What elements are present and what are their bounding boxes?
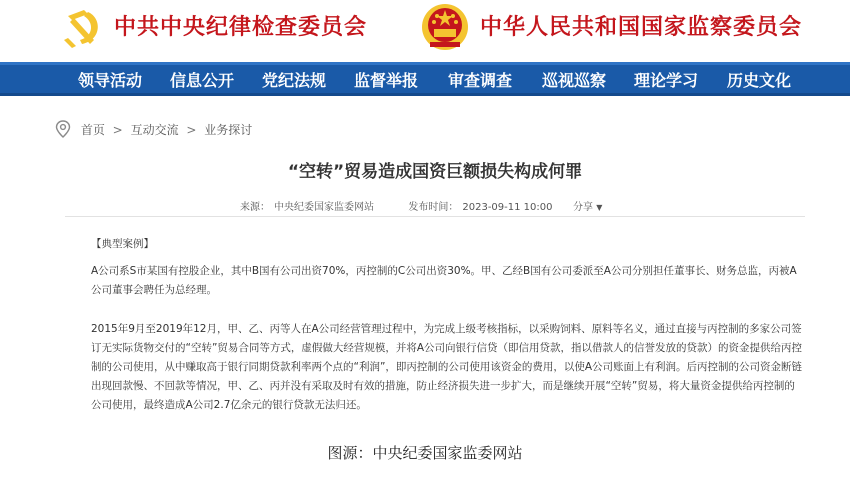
date-label: 发布时间：: [408, 202, 459, 213]
breadcrumb: [55, 120, 252, 138]
nav-item-history-culture[interactable]: 历史文化: [727, 71, 792, 90]
image-caption: 图源：中央纪委国家监委网站: [327, 444, 523, 462]
share-label: 分享: [573, 202, 593, 213]
meta-divider: [65, 216, 805, 217]
nav-item-investigation[interactable]: 审查调查: [448, 71, 513, 90]
publish-date: 2023-09-11 10:00: [462, 202, 553, 213]
article-paragraph: 2015年9月至2019年12月，甲、乙、丙等人在A公司经营管理过程中，为完成上级考核指标，以采购饲料、原料等名义，通过直接与丙控制的多家公司签订无实际货物交付的“空转”贸易合同等方式，虚假做大经营规模，并将A公司向银行信贷（即信用贷款，指以借款人的信誉发放的贷款）的资金提供给丙控制的公司使用，从中赚取高于银行同期贷款利率两个点的“利润”，即丙控制的公司使用该资金的费用，以使A公司账面上有利润。后丙控制的公司资金断链出现回款慢、不回款等情况，甲、乙、丙并没有采取及时有效的措施，防止经济损失进一步扩大，而是继续开展“空转”贸易，将大量资金提供给丙控制的公司使用，最终造成A公司2.7亿余元的银行贷款无法归还。: [91, 323, 803, 411]
share-dropdown[interactable]: [573, 198, 602, 213]
breadcrumb-interaction[interactable]: 互动交流: [130, 123, 179, 137]
breadcrumb-separator: >: [112, 123, 123, 137]
nav-item-inspection-tour[interactable]: 巡视巡察: [542, 71, 607, 90]
source-value: 中央纪委国家监委网站: [274, 202, 374, 213]
national-emblem-icon: [420, 2, 470, 52]
chevron-down-icon: ▼: [596, 203, 603, 212]
breadcrumb-separator: >: [186, 123, 197, 137]
breadcrumb-business-discussion[interactable]: 业务探讨: [204, 123, 253, 137]
article-container: [55, 112, 815, 430]
nsc-name: 中华人民共和国国家监察委员会: [480, 14, 803, 40]
main-nav: [0, 62, 850, 96]
nav-item-supervision-report[interactable]: 监督举报: [354, 71, 419, 90]
cpc-ccdi-name: 中共中央纪律检查委员会: [114, 14, 368, 40]
nav-item-theory-study[interactable]: 理论学习: [634, 71, 699, 90]
article-meta: [240, 198, 557, 213]
article-paragraph: A公司系S市某国有控股企业，其中B国有公司出资70%，丙控制的C公司出资30%。甲、乙经B国有公司委派至A公司分别担任董事长、财务总监，丙被A公司董事会聘任为总经理。: [91, 265, 797, 296]
party-emblem-icon: [58, 4, 104, 50]
nav-item-party-regulations[interactable]: 党纪法规: [262, 71, 327, 90]
nav-item-info-disclosure[interactable]: 信息公开: [170, 71, 235, 90]
nav-item-leadership[interactable]: 领导活动: [78, 71, 143, 90]
source-label: 来源：: [240, 202, 270, 213]
article-title: “空转”贸易造成国资巨额损失构成何罪: [287, 162, 583, 182]
section-tag: 【典型案例】: [91, 238, 154, 250]
site-header: [0, 0, 850, 62]
breadcrumb-home[interactable]: 首页: [80, 123, 105, 137]
location-pin-icon: [55, 120, 71, 138]
